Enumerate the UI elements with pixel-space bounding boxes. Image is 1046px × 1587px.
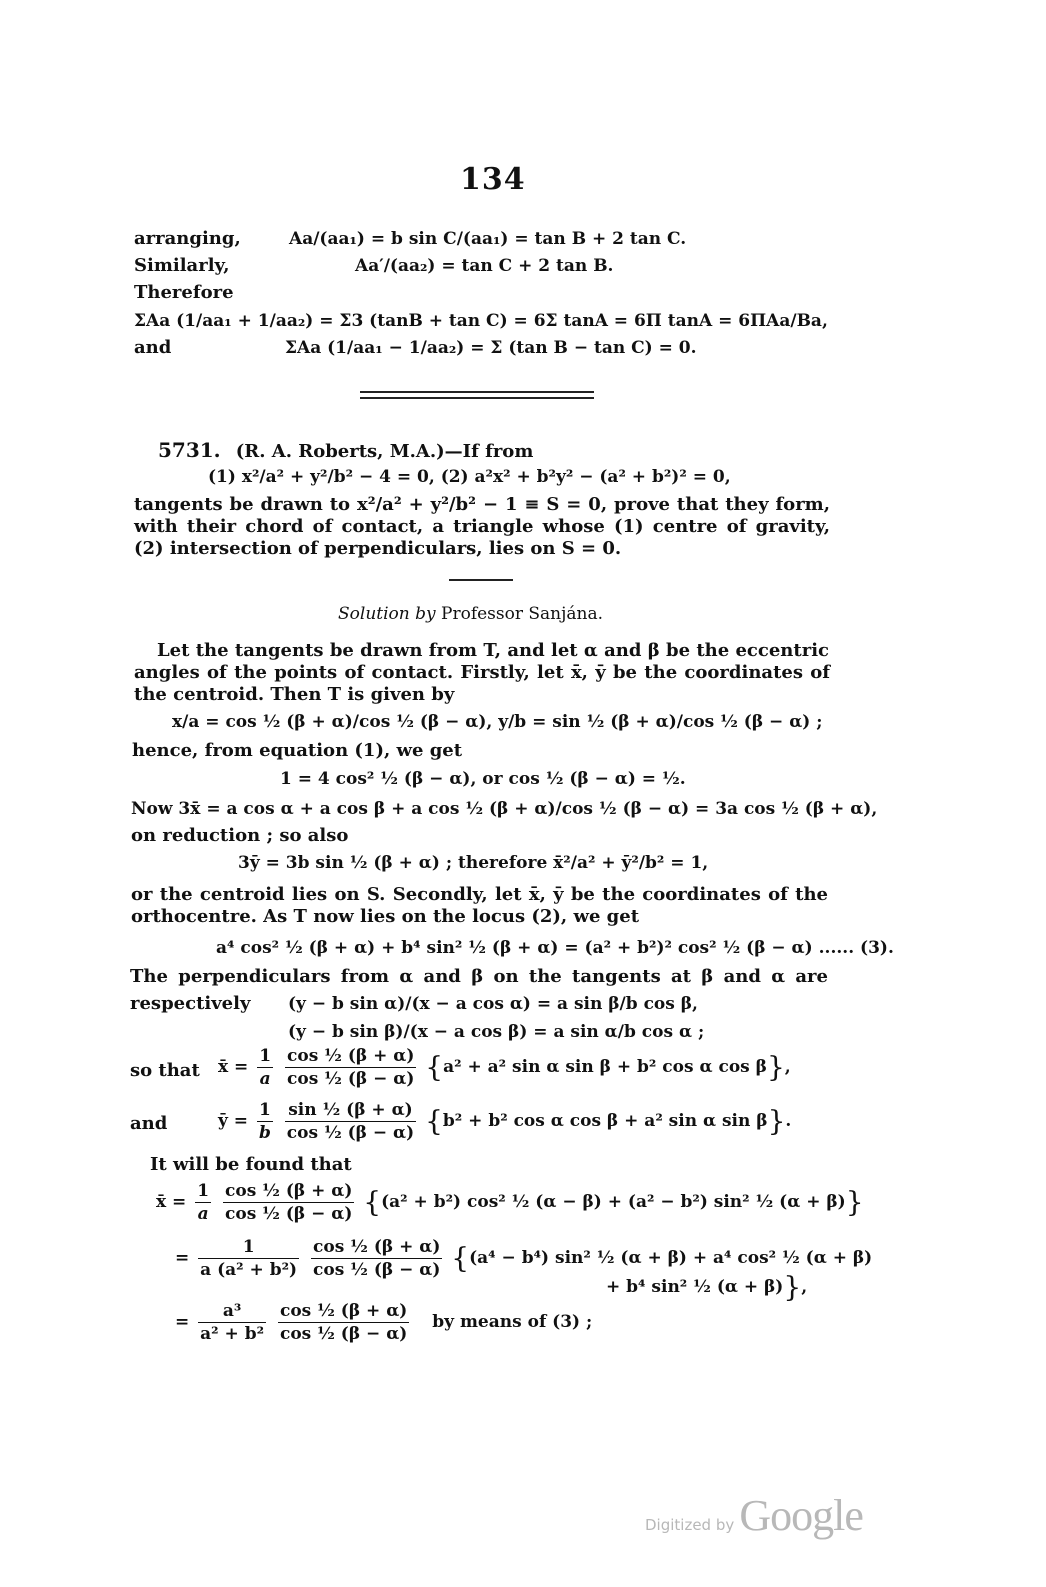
fraction-final-3a: $\frac{\text{a³}}{\text{a² + b²}}$ (200, 1301, 265, 1344)
solution-heading (338, 604, 603, 624)
ybar-brace-content: b² + b² cos α cos β + a² sin α sin β (442, 1111, 768, 1131)
problem-author: (R. A. Roberts, M.A.)—If from (235, 441, 534, 462)
fraction-cos-ratio: $\frac{\text{cos ½ (β + α)}}{\text{cos ½ (β − α)}}$ (287, 1046, 415, 1089)
equation-ybar: 3ȳ = 3b sin ½ (β + α) ; therefore x̄²/a² + ȳ²/b² = 1, (238, 853, 709, 873)
equation-final-3: = $\frac{\text{a³}}{\text{a² + b²}}$ $\frac{\text{cos ½ (β + α)}}{\text{cos ½ (β − α)}}$ by means of (3) ; (175, 1301, 593, 1344)
equation-sum-minus: ΣAa (1/aa₁ − 1/aa₂) = Σ (tan B − tan C) = 0. (285, 338, 697, 358)
problem-text-line1: tangents be drawn to x²/a² + y²/b² − 1 ≡ S = 0, prove that they form, (134, 494, 830, 515)
equation-sum-plus: ΣAa (1/aa₁ + 1/aa₂) = Σ3 (tanB + tan C) = 6Σ tanA = 6Π tanA = 6ΠAa/Ba, (134, 311, 828, 331)
solution-p3-line1: The perpendiculars from α and β on the tangents at β and α are (130, 966, 828, 987)
problem-text-line2: with their chord of contact, a triangle whose (1) centre of gravity, (134, 516, 830, 537)
word-similarly: Similarly, (134, 255, 230, 276)
equation-arranging: Aa/(aa₁) = b sin C/(aa₁) = tan B + 2 tan C. (289, 229, 687, 249)
google-watermark (645, 1490, 863, 1541)
final-2-brace-content: (a⁴ − b⁴) sin² ½ (α + β) + a⁴ cos² ½ (α + β) (469, 1248, 873, 1268)
equation-final-1: x̄ = $\frac{1}{a}$ $\frac{\text{cos ½ (β + α)}}{\text{cos ½ (β − α)}}$ {(a² + b²) cos² ½ (α − β) + (a² − b²) sin² ½ (α + β)} (156, 1181, 864, 1224)
equation-now: Now 3x̄ = a cos α + a cos β + a cos ½ (β + α)/cos ½ (β − α) = 3a cos ½ (β + α), (131, 799, 878, 819)
fraction-final-3b: $\frac{\text{cos ½ (β + α)}}{\text{cos ½ (β − α)}}$ (279, 1301, 408, 1344)
divider-double-top (360, 391, 594, 393)
equation-3: a⁴ cos² ½ (β + α) + b⁴ sin² ½ (β + α) = (a² + b²)² cos² ½ (β − α) ...... (3). (216, 938, 894, 958)
equation-final-2: = $\frac{1}{\text{a (a² + b²)}}$ $\frac{\text{cos ½ (β + α)}}{\text{cos ½ (β − α)}}$ {(a⁴ − b⁴) sin² ½ (α + β) + a⁴ cos² ½ (α + β) (175, 1237, 873, 1280)
equation-T: x/a = cos ½ (β + α)/cos ½ (β − α), y/b = sin ½ (β + α)/cos ½ (β − α) ; (172, 712, 823, 732)
solution-p2-line1: or the centroid lies on S. Secondly, let x̄, ȳ be the coordinates of the (131, 884, 828, 905)
watermark-brand: Google (739, 1491, 863, 1540)
equation-similarly: Aa′/(aa₂) = tan C + 2 tan B. (355, 256, 614, 276)
word-and: and (134, 337, 172, 358)
fraction-final-2b: $\frac{\text{cos ½ (β + α)}}{\text{cos ½ (β − α)}}$ (313, 1237, 441, 1280)
word-therefore: Therefore (134, 282, 234, 303)
problem-text-line3: (2) intersection of perpendiculars, lies on S = 0. (134, 538, 622, 559)
fraction-one-over-a: $\frac{1}{a}$ (259, 1046, 272, 1089)
solution-heading-name: Professor Sanjána. (441, 604, 604, 624)
page-number: 134 (460, 162, 526, 197)
solution-found: It will be found that (150, 1154, 352, 1175)
fraction-final-1a: $\frac{1}{a}$ (197, 1181, 210, 1224)
solution-respectively: respectively (130, 993, 251, 1014)
solution-heading-prefix: Solution by (338, 604, 436, 624)
by-means-of: by means of (3) ; (432, 1312, 593, 1332)
equation-xbar-orthocentre: x̄ = $\frac{1}{a}$ $\frac{\text{cos ½ (β + α)}}{\text{cos ½ (β − α)}}$ {a² + a² sin α sin β + b² cos α cos β}, (218, 1046, 791, 1089)
xbar-lhs: x̄ = (218, 1057, 249, 1077)
equation-final-2-continued: + b⁴ sin² ½ (α + β)}, (606, 1270, 808, 1304)
watermark-digitized: Digitized by (645, 1516, 735, 1534)
xbar-brace-content: a² + a² sin α sin β + b² cos α cos β (443, 1057, 767, 1077)
fraction-final-2a: $\frac{1}{\text{a (a² + b²)}}$ (200, 1237, 298, 1280)
solution-and: and (130, 1113, 168, 1134)
equation-ybar-orthocentre: ȳ = $\frac{1}{b}$ $\frac{\text{sin ½ (β + α)}}{\text{cos ½ (β − α)}}$ {b² + b² cos α cos β + a² sin α sin β}. (218, 1100, 792, 1143)
solution-p1-line2: angles of the points of contact. Firstly, let x̄, ȳ be the coordinates of (134, 662, 830, 683)
divider-double-bottom (360, 397, 594, 399)
equation-1: 1 = 4 cos² ½ (β − α), or cos ½ (β − α) = ½. (280, 769, 686, 789)
solution-hence: hence, from equation (1), we get (132, 740, 463, 761)
final-1-brace-content: (a² + b²) cos² ½ (α − β) + (a² − b²) sin² ½ (α + β) (381, 1192, 846, 1212)
fraction-final-1b: $\frac{\text{cos ½ (β + α)}}{\text{cos ½ (β − α)}}$ (225, 1181, 353, 1224)
fraction-one-over-b: $\frac{1}{b}$ (258, 1100, 271, 1143)
equation-perpendicular-1: (y − b sin α)/(x − a cos α) = a sin β/b cos β, (288, 994, 698, 1014)
solution-p1-line3: the centroid. Then T is given by (134, 684, 455, 705)
divider-short (449, 579, 513, 581)
problem-heading (158, 438, 533, 463)
solution-on-reduction: on reduction ; so also (131, 825, 349, 846)
problem-conditions: (1) x²/a² + y²/b² − 4 = 0, (2) a²x² + b²y² − (a² + b²)² = 0, (208, 467, 731, 487)
solution-so-that: so that (130, 1060, 200, 1081)
solution-p2-line2: orthocentre. As T now lies on the locus (2), we get (131, 906, 640, 927)
ybar-lhs: ȳ = (218, 1111, 249, 1131)
equation-perpendicular-2: (y − b sin β)/(x − a cos β) = a sin α/b cos α ; (288, 1022, 705, 1042)
fraction-sin-cos-ratio: $\frac{\text{sin ½ (β + α)}}{\text{cos ½ (β − α)}}$ (286, 1100, 415, 1143)
solution-p1-line1: Let the tangents be drawn from T, and let α and β be the eccentric (157, 640, 829, 661)
problem-number: 5731. (158, 438, 221, 462)
word-arranging: arranging, (134, 228, 241, 249)
